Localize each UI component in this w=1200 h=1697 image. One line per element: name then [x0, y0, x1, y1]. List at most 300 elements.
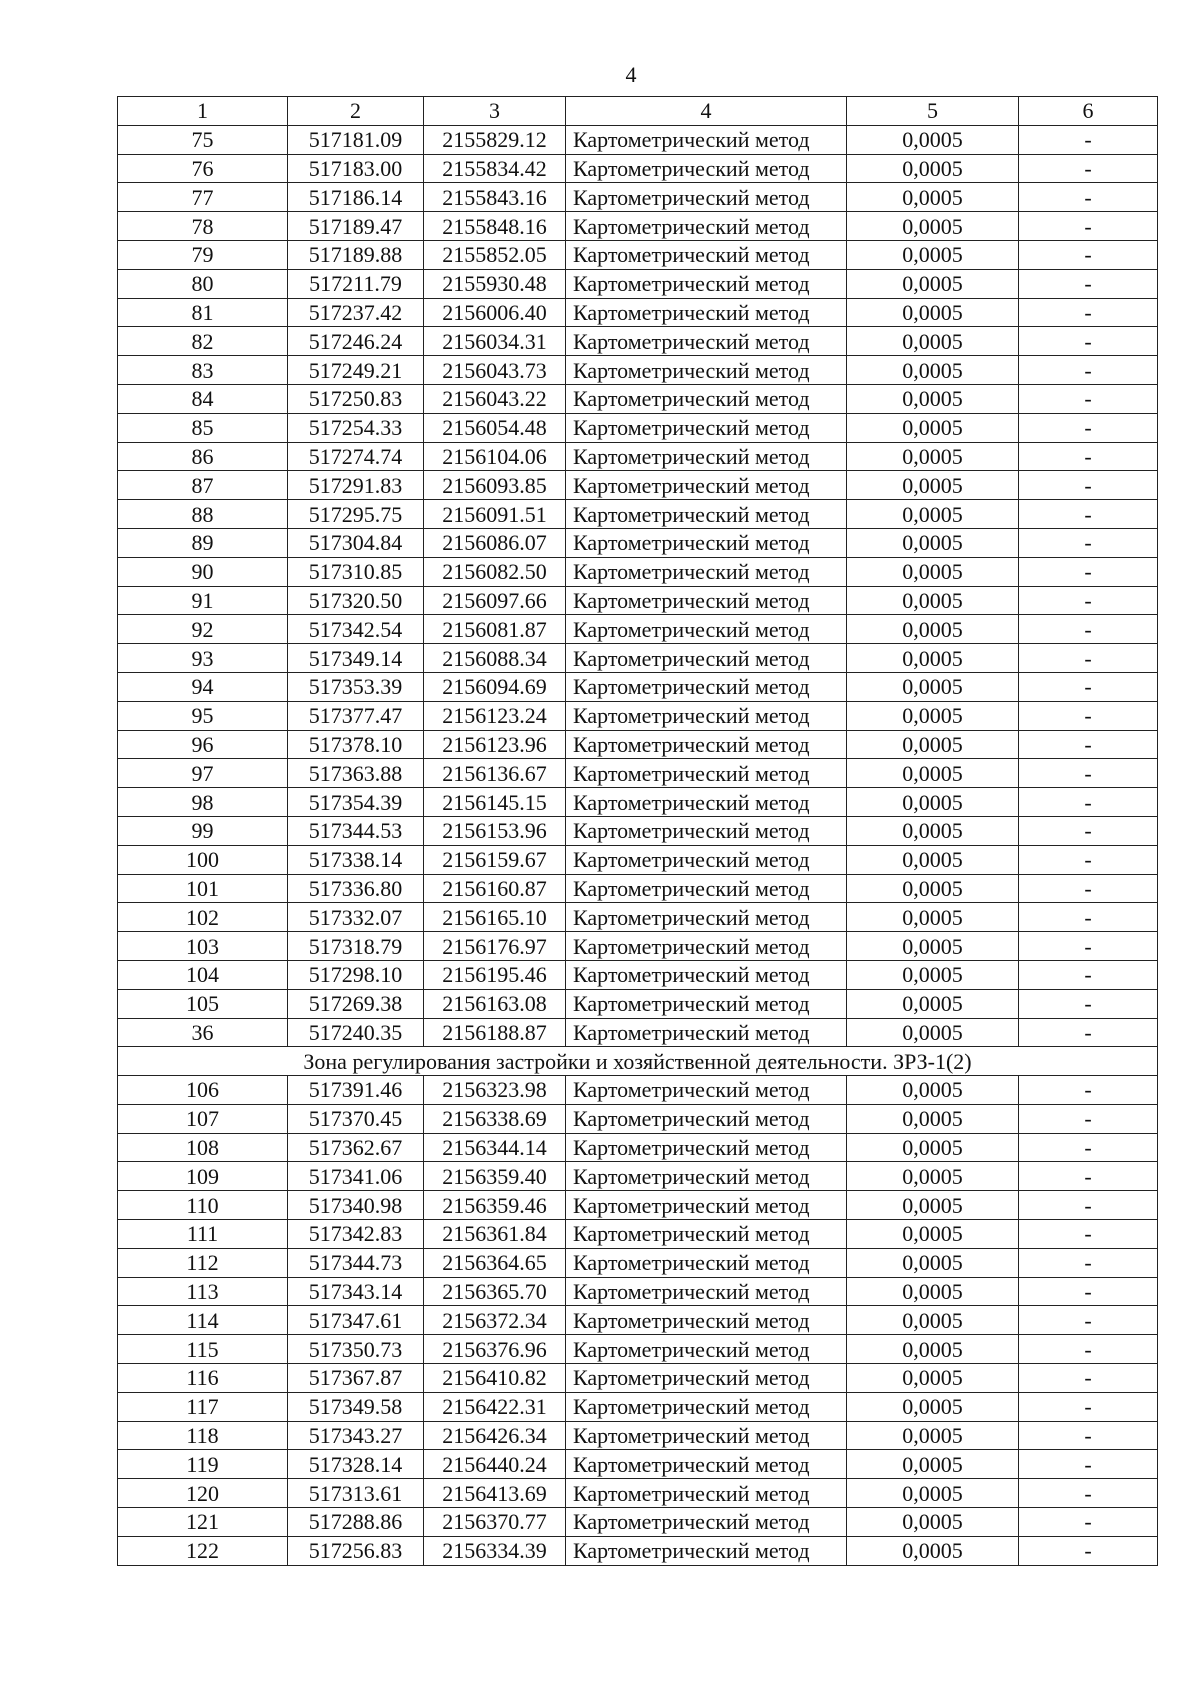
cell-note: -	[1019, 356, 1158, 385]
cell-method: Картометрический метод	[566, 1392, 847, 1421]
cell-note: -	[1019, 1392, 1158, 1421]
cell-point-number: 108	[118, 1133, 288, 1162]
cell-accuracy: 0,0005	[847, 1162, 1019, 1191]
column-header: 3	[424, 97, 566, 126]
cell-point-number: 106	[118, 1076, 288, 1105]
table-row	[118, 644, 1158, 673]
table-row	[118, 384, 1158, 413]
cell-x-coordinate: 517341.06	[288, 1162, 424, 1191]
cell-y-coordinate: 2156136.67	[424, 759, 566, 788]
table-body	[118, 125, 1158, 1565]
cell-point-number: 113	[118, 1277, 288, 1306]
cell-point-number: 84	[118, 384, 288, 413]
cell-y-coordinate: 2155834.42	[424, 154, 566, 183]
cell-accuracy: 0,0005	[847, 384, 1019, 413]
cell-x-coordinate: 517318.79	[288, 932, 424, 961]
table-row	[118, 125, 1158, 154]
cell-note: -	[1019, 845, 1158, 874]
cell-point-number: 116	[118, 1364, 288, 1393]
cell-method: Картометрический метод	[566, 356, 847, 385]
cell-method: Картометрический метод	[566, 1421, 847, 1450]
cell-note: -	[1019, 384, 1158, 413]
cell-y-coordinate: 2156043.73	[424, 356, 566, 385]
page-number: 4	[625, 62, 637, 87]
cell-y-coordinate: 2156440.24	[424, 1450, 566, 1479]
cell-note: -	[1019, 269, 1158, 298]
cell-note: -	[1019, 1508, 1158, 1537]
column-header: 1	[118, 97, 288, 126]
cell-note: -	[1019, 701, 1158, 730]
cell-x-coordinate: 517349.14	[288, 644, 424, 673]
cell-note: -	[1019, 413, 1158, 442]
cell-point-number: 101	[118, 874, 288, 903]
table-row	[118, 1220, 1158, 1249]
cell-accuracy: 0,0005	[847, 989, 1019, 1018]
table-row	[118, 1364, 1158, 1393]
table-row	[118, 788, 1158, 817]
cell-note: -	[1019, 989, 1158, 1018]
table-row	[118, 845, 1158, 874]
cell-point-number: 36	[118, 1018, 288, 1047]
cell-x-coordinate: 517291.83	[288, 471, 424, 500]
cell-method: Картометрический метод	[566, 1335, 847, 1364]
cell-method: Картометрический метод	[566, 269, 847, 298]
cell-point-number: 122	[118, 1536, 288, 1565]
cell-y-coordinate: 2156094.69	[424, 672, 566, 701]
cell-note: -	[1019, 1306, 1158, 1335]
cell-point-number: 119	[118, 1450, 288, 1479]
cell-accuracy: 0,0005	[847, 1277, 1019, 1306]
cell-point-number: 90	[118, 557, 288, 586]
cell-y-coordinate: 2156163.08	[424, 989, 566, 1018]
cell-accuracy: 0,0005	[847, 212, 1019, 241]
cell-note: -	[1019, 1335, 1158, 1364]
cell-x-coordinate: 517295.75	[288, 500, 424, 529]
cell-accuracy: 0,0005	[847, 1220, 1019, 1249]
column-header: 5	[847, 97, 1019, 126]
cell-y-coordinate: 2155852.05	[424, 240, 566, 269]
table-row	[118, 240, 1158, 269]
cell-y-coordinate: 2156006.40	[424, 298, 566, 327]
cell-method: Картометрический метод	[566, 759, 847, 788]
cell-point-number: 120	[118, 1479, 288, 1508]
table-row	[118, 1191, 1158, 1220]
cell-point-number: 121	[118, 1508, 288, 1537]
cell-y-coordinate: 2156123.96	[424, 730, 566, 759]
cell-accuracy: 0,0005	[847, 1191, 1019, 1220]
cell-method: Картометрический метод	[566, 644, 847, 673]
cell-x-coordinate: 517269.38	[288, 989, 424, 1018]
cell-y-coordinate: 2156361.84	[424, 1220, 566, 1249]
cell-x-coordinate: 517313.61	[288, 1479, 424, 1508]
cell-x-coordinate: 517246.24	[288, 327, 424, 356]
cell-method: Картометрический метод	[566, 1508, 847, 1537]
cell-x-coordinate: 517344.53	[288, 816, 424, 845]
cell-note: -	[1019, 672, 1158, 701]
cell-note: -	[1019, 788, 1158, 817]
cell-method: Картометрический метод	[566, 1162, 847, 1191]
table-row	[118, 1133, 1158, 1162]
cell-x-coordinate: 517343.14	[288, 1277, 424, 1306]
cell-point-number: 87	[118, 471, 288, 500]
cell-method: Картометрический метод	[566, 903, 847, 932]
cell-method: Картометрический метод	[566, 1364, 847, 1393]
cell-point-number: 91	[118, 586, 288, 615]
table-row	[118, 1479, 1158, 1508]
cell-note: -	[1019, 1421, 1158, 1450]
cell-method: Картометрический метод	[566, 557, 847, 586]
cell-y-coordinate: 2156104.06	[424, 442, 566, 471]
table-row	[118, 672, 1158, 701]
cell-x-coordinate: 517240.35	[288, 1018, 424, 1047]
cell-x-coordinate: 517237.42	[288, 298, 424, 327]
cell-x-coordinate: 517370.45	[288, 1104, 424, 1133]
cell-method: Картометрический метод	[566, 788, 847, 817]
column-header: 6	[1019, 97, 1158, 126]
cell-note: -	[1019, 471, 1158, 500]
cell-x-coordinate: 517310.85	[288, 557, 424, 586]
table-row	[118, 903, 1158, 932]
table-row	[118, 1421, 1158, 1450]
cell-point-number: 114	[118, 1306, 288, 1335]
cell-note: -	[1019, 615, 1158, 644]
cell-y-coordinate: 2156370.77	[424, 1508, 566, 1537]
table-row	[118, 615, 1158, 644]
cell-accuracy: 0,0005	[847, 672, 1019, 701]
cell-accuracy: 0,0005	[847, 1018, 1019, 1047]
cell-y-coordinate: 2156413.69	[424, 1479, 566, 1508]
cell-y-coordinate: 2156195.46	[424, 960, 566, 989]
cell-point-number: 112	[118, 1248, 288, 1277]
table-row	[118, 528, 1158, 557]
cell-method: Картометрический метод	[566, 1104, 847, 1133]
cell-accuracy: 0,0005	[847, 413, 1019, 442]
cell-method: Картометрический метод	[566, 442, 847, 471]
cell-method: Картометрический метод	[566, 1536, 847, 1565]
cell-point-number: 98	[118, 788, 288, 817]
table-row	[118, 989, 1158, 1018]
cell-note: -	[1019, 154, 1158, 183]
cell-x-coordinate: 517274.74	[288, 442, 424, 471]
cell-method: Картометрический метод	[566, 327, 847, 356]
cell-y-coordinate: 2156365.70	[424, 1277, 566, 1306]
cell-x-coordinate: 517186.14	[288, 183, 424, 212]
cell-point-number: 81	[118, 298, 288, 327]
cell-y-coordinate: 2156043.22	[424, 384, 566, 413]
cell-accuracy: 0,0005	[847, 1450, 1019, 1479]
cell-point-number: 80	[118, 269, 288, 298]
cell-y-coordinate: 2156086.07	[424, 528, 566, 557]
cell-x-coordinate: 517320.50	[288, 586, 424, 615]
cell-method: Картометрический метод	[566, 1450, 847, 1479]
table-row	[118, 1162, 1158, 1191]
cell-method: Картометрический метод	[566, 240, 847, 269]
cell-y-coordinate: 2156123.24	[424, 701, 566, 730]
cell-accuracy: 0,0005	[847, 1248, 1019, 1277]
cell-accuracy: 0,0005	[847, 759, 1019, 788]
cell-note: -	[1019, 183, 1158, 212]
cell-x-coordinate: 517377.47	[288, 701, 424, 730]
cell-method: Картометрический метод	[566, 212, 847, 241]
cell-note: -	[1019, 1018, 1158, 1047]
cell-x-coordinate: 517304.84	[288, 528, 424, 557]
cell-x-coordinate: 517336.80	[288, 874, 424, 903]
table-row	[118, 327, 1158, 356]
cell-accuracy: 0,0005	[847, 356, 1019, 385]
cell-note: -	[1019, 816, 1158, 845]
cell-y-coordinate: 2155930.48	[424, 269, 566, 298]
cell-method: Картометрический метод	[566, 298, 847, 327]
cell-point-number: 105	[118, 989, 288, 1018]
cell-note: -	[1019, 1450, 1158, 1479]
cell-note: -	[1019, 1248, 1158, 1277]
cell-method: Картометрический метод	[566, 1277, 847, 1306]
cell-y-coordinate: 2156372.34	[424, 1306, 566, 1335]
cell-point-number: 88	[118, 500, 288, 529]
cell-point-number: 104	[118, 960, 288, 989]
cell-point-number: 82	[118, 327, 288, 356]
section-title-row	[118, 1047, 1158, 1076]
cell-method: Картометрический метод	[566, 1248, 847, 1277]
cell-y-coordinate: 2156376.96	[424, 1335, 566, 1364]
table-row	[118, 759, 1158, 788]
table-row	[118, 1450, 1158, 1479]
cell-y-coordinate: 2156323.98	[424, 1076, 566, 1105]
cell-note: -	[1019, 1162, 1158, 1191]
cell-method: Картометрический метод	[566, 500, 847, 529]
cell-point-number: 115	[118, 1335, 288, 1364]
cell-method: Картометрический метод	[566, 701, 847, 730]
cell-note: -	[1019, 212, 1158, 241]
cell-accuracy: 0,0005	[847, 442, 1019, 471]
cell-method: Картометрический метод	[566, 1306, 847, 1335]
table-row	[118, 269, 1158, 298]
table-row	[118, 500, 1158, 529]
cell-accuracy: 0,0005	[847, 1133, 1019, 1162]
cell-y-coordinate: 2156422.31	[424, 1392, 566, 1421]
table-row	[118, 730, 1158, 759]
table-row	[118, 1335, 1158, 1364]
cell-method: Картометрический метод	[566, 874, 847, 903]
cell-x-coordinate: 517354.39	[288, 788, 424, 817]
cell-y-coordinate: 2156188.87	[424, 1018, 566, 1047]
table-row	[118, 1392, 1158, 1421]
cell-note: -	[1019, 759, 1158, 788]
table-row	[118, 471, 1158, 500]
cell-x-coordinate: 517211.79	[288, 269, 424, 298]
cell-note: -	[1019, 1364, 1158, 1393]
cell-y-coordinate: 2155843.16	[424, 183, 566, 212]
cell-point-number: 94	[118, 672, 288, 701]
cell-x-coordinate: 517249.21	[288, 356, 424, 385]
cell-x-coordinate: 517332.07	[288, 903, 424, 932]
cell-point-number: 92	[118, 615, 288, 644]
cell-point-number: 79	[118, 240, 288, 269]
cell-accuracy: 0,0005	[847, 960, 1019, 989]
cell-note: -	[1019, 528, 1158, 557]
table-row	[118, 557, 1158, 586]
table-row	[118, 212, 1158, 241]
cell-method: Картометрический метод	[566, 932, 847, 961]
cell-point-number: 85	[118, 413, 288, 442]
cell-method: Картометрический метод	[566, 730, 847, 759]
cell-y-coordinate: 2156359.40	[424, 1162, 566, 1191]
cell-method: Картометрический метод	[566, 1479, 847, 1508]
cell-y-coordinate: 2155848.16	[424, 212, 566, 241]
cell-point-number: 78	[118, 212, 288, 241]
cell-accuracy: 0,0005	[847, 615, 1019, 644]
cell-y-coordinate: 2156338.69	[424, 1104, 566, 1133]
cell-accuracy: 0,0005	[847, 816, 1019, 845]
table-row	[118, 1508, 1158, 1537]
cell-point-number: 93	[118, 644, 288, 673]
cell-method: Картометрический метод	[566, 1133, 847, 1162]
table-row	[118, 932, 1158, 961]
cell-method: Картометрический метод	[566, 384, 847, 413]
cell-point-number: 96	[118, 730, 288, 759]
cell-point-number: 77	[118, 183, 288, 212]
cell-x-coordinate: 517343.27	[288, 1421, 424, 1450]
table-row	[118, 1248, 1158, 1277]
cell-point-number: 99	[118, 816, 288, 845]
cell-x-coordinate: 517391.46	[288, 1076, 424, 1105]
cell-note: -	[1019, 240, 1158, 269]
cell-y-coordinate: 2155829.12	[424, 125, 566, 154]
cell-note: -	[1019, 960, 1158, 989]
cell-y-coordinate: 2156034.31	[424, 327, 566, 356]
cell-method: Картометрический метод	[566, 1076, 847, 1105]
cell-point-number: 118	[118, 1421, 288, 1450]
cell-accuracy: 0,0005	[847, 644, 1019, 673]
cell-method: Картометрический метод	[566, 528, 847, 557]
cell-x-coordinate: 517254.33	[288, 413, 424, 442]
cell-point-number: 95	[118, 701, 288, 730]
cell-accuracy: 0,0005	[847, 1536, 1019, 1565]
cell-y-coordinate: 2156165.10	[424, 903, 566, 932]
table-header-row	[118, 97, 1158, 126]
cell-y-coordinate: 2156081.87	[424, 615, 566, 644]
cell-y-coordinate: 2156334.39	[424, 1536, 566, 1565]
cell-accuracy: 0,0005	[847, 240, 1019, 269]
cell-point-number: 107	[118, 1104, 288, 1133]
cell-method: Картометрический метод	[566, 471, 847, 500]
cell-point-number: 86	[118, 442, 288, 471]
cell-point-number: 100	[118, 845, 288, 874]
table-row	[118, 356, 1158, 385]
cell-y-coordinate: 2156054.48	[424, 413, 566, 442]
cell-accuracy: 0,0005	[847, 1104, 1019, 1133]
table-row	[118, 154, 1158, 183]
cell-y-coordinate: 2156145.15	[424, 788, 566, 817]
cell-accuracy: 0,0005	[847, 932, 1019, 961]
table-row	[118, 874, 1158, 903]
cell-x-coordinate: 517378.10	[288, 730, 424, 759]
cell-x-coordinate: 517367.87	[288, 1364, 424, 1393]
cell-point-number: 102	[118, 903, 288, 932]
cell-accuracy: 0,0005	[847, 788, 1019, 817]
table-row	[118, 586, 1158, 615]
cell-point-number: 75	[118, 125, 288, 154]
cell-accuracy: 0,0005	[847, 730, 1019, 759]
cell-note: -	[1019, 298, 1158, 327]
cell-x-coordinate: 517342.54	[288, 615, 424, 644]
table-row	[118, 816, 1158, 845]
cell-note: -	[1019, 1220, 1158, 1249]
cell-point-number: 103	[118, 932, 288, 961]
cell-accuracy: 0,0005	[847, 1076, 1019, 1105]
cell-y-coordinate: 2156344.14	[424, 1133, 566, 1162]
cell-method: Картометрический метод	[566, 586, 847, 615]
table-row	[118, 298, 1158, 327]
cell-note: -	[1019, 1104, 1158, 1133]
cell-x-coordinate: 517353.39	[288, 672, 424, 701]
cell-x-coordinate: 517363.88	[288, 759, 424, 788]
table-row	[118, 1536, 1158, 1565]
cell-note: -	[1019, 442, 1158, 471]
cell-note: -	[1019, 1479, 1158, 1508]
column-header: 2	[288, 97, 424, 126]
cell-point-number: 109	[118, 1162, 288, 1191]
cell-x-coordinate: 517344.73	[288, 1248, 424, 1277]
cell-accuracy: 0,0005	[847, 701, 1019, 730]
cell-note: -	[1019, 1076, 1158, 1105]
cell-note: -	[1019, 903, 1158, 932]
cell-accuracy: 0,0005	[847, 1364, 1019, 1393]
cell-note: -	[1019, 1277, 1158, 1306]
cell-x-coordinate: 517362.67	[288, 1133, 424, 1162]
cell-y-coordinate: 2156359.46	[424, 1191, 566, 1220]
cell-point-number: 110	[118, 1191, 288, 1220]
cell-y-coordinate: 2156153.96	[424, 816, 566, 845]
cell-accuracy: 0,0005	[847, 1306, 1019, 1335]
cell-accuracy: 0,0005	[847, 471, 1019, 500]
cell-y-coordinate: 2156364.65	[424, 1248, 566, 1277]
cell-accuracy: 0,0005	[847, 327, 1019, 356]
cell-x-coordinate: 517338.14	[288, 845, 424, 874]
cell-x-coordinate: 517189.47	[288, 212, 424, 241]
cell-accuracy: 0,0005	[847, 874, 1019, 903]
cell-method: Картометрический метод	[566, 125, 847, 154]
section-title: Зона регулирования застройки и хозяйственной деятельности. ЗРЗ-1(2)	[118, 1047, 1158, 1076]
cell-method: Картометрический метод	[566, 816, 847, 845]
cell-x-coordinate: 517288.86	[288, 1508, 424, 1537]
cell-note: -	[1019, 1133, 1158, 1162]
cell-x-coordinate: 517347.61	[288, 1306, 424, 1335]
cell-method: Картометрический метод	[566, 1191, 847, 1220]
cell-point-number: 76	[118, 154, 288, 183]
cell-point-number: 97	[118, 759, 288, 788]
cell-x-coordinate: 517183.00	[288, 154, 424, 183]
cell-accuracy: 0,0005	[847, 557, 1019, 586]
table-row	[118, 183, 1158, 212]
table-row	[118, 413, 1158, 442]
table-row	[118, 701, 1158, 730]
cell-accuracy: 0,0005	[847, 1508, 1019, 1537]
cell-point-number: 89	[118, 528, 288, 557]
cell-y-coordinate: 2156159.67	[424, 845, 566, 874]
cell-note: -	[1019, 730, 1158, 759]
cell-x-coordinate: 517342.83	[288, 1220, 424, 1249]
cell-x-coordinate: 517189.88	[288, 240, 424, 269]
cell-method: Картометрический метод	[566, 1220, 847, 1249]
table-row	[118, 1277, 1158, 1306]
cell-x-coordinate: 517298.10	[288, 960, 424, 989]
cell-accuracy: 0,0005	[847, 1392, 1019, 1421]
cell-accuracy: 0,0005	[847, 528, 1019, 557]
cell-note: -	[1019, 327, 1158, 356]
cell-method: Картометрический метод	[566, 960, 847, 989]
cell-accuracy: 0,0005	[847, 183, 1019, 212]
